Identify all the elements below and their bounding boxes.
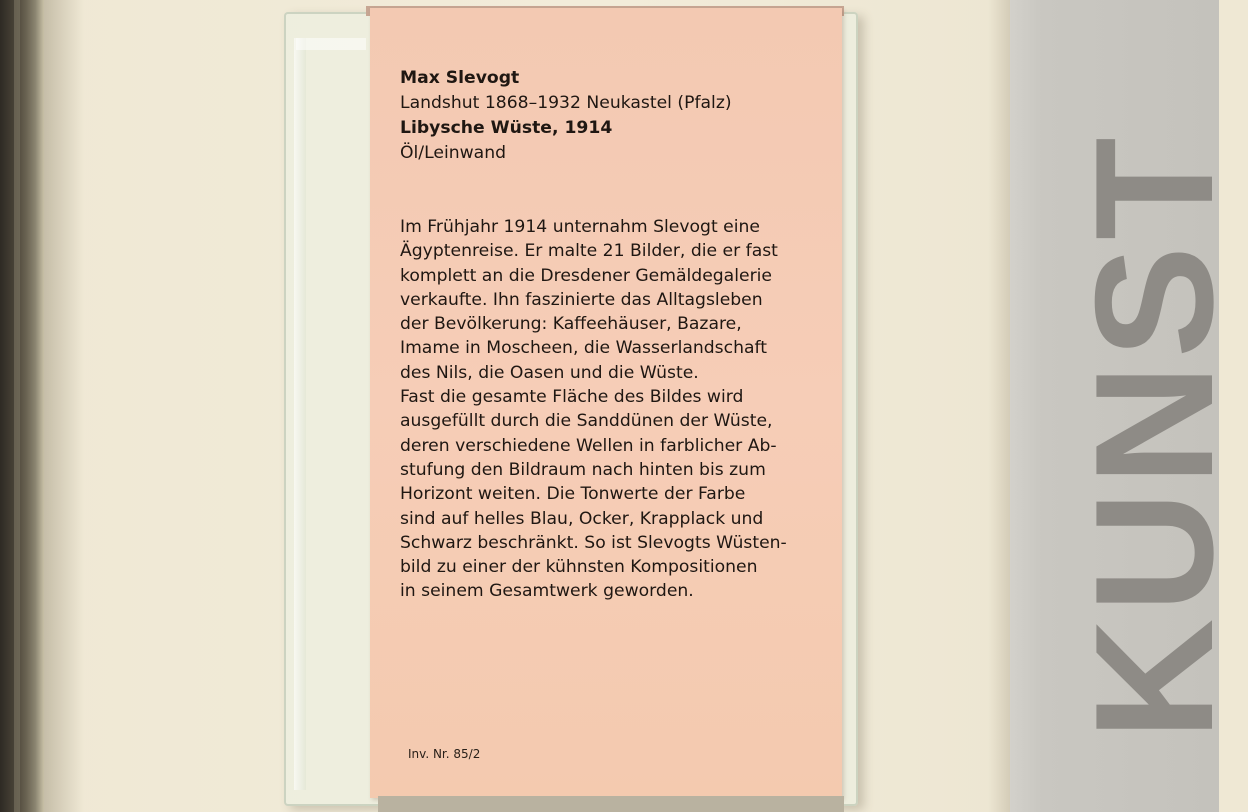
description-line: Horizont weiten. Die Tonwerte der Farbe [400, 484, 746, 505]
description-line: Schwarz beschränkt. So ist Slevogts Wüsten- [400, 532, 787, 553]
holder-bottom-plate [378, 796, 844, 812]
inventory-number: Inv. Nr. 85/2 [408, 747, 481, 761]
description-line: der Bevölkerung: Kaffeehäuser, Bazare, [400, 314, 742, 335]
artwork-title: Libysche Wüste, 1914 [400, 118, 613, 138]
description-line: des Nils, die Oasen und die Wüste. [400, 362, 699, 383]
acrylic-rim-top [296, 38, 366, 50]
artist-life-dates: Landshut 1868–1932 Neukastel (Pfalz) [400, 93, 732, 113]
description-line: in seinem Gesamtwerk geworden. [400, 581, 694, 602]
banner-text: KUNST [1060, 131, 1248, 740]
painting-frame-inner [14, 0, 20, 812]
description-line: Ägyptenreise. Er malte 21 Bilder, die er fast [400, 241, 778, 262]
description-line: ausgefüllt durch die Sanddünen der Wüste, [400, 411, 773, 432]
banner-shadow [988, 0, 1012, 812]
acrylic-rim [294, 38, 306, 790]
description-line: komplett an die Dresdener Gemäldegalerie [400, 265, 772, 286]
artwork-medium: Öl/Leinwand [400, 143, 507, 163]
artwork-description [400, 215, 830, 604]
description-line: Fast die gesamte Fläche des Bildes wird [400, 387, 744, 408]
description-line: verkaufte. Ihn faszinierte das Alltagsleben [400, 289, 763, 310]
description-line: Im Frühjahr 1914 unternahm Slevogt eine [400, 217, 760, 237]
wall-shadow [44, 0, 84, 812]
description-line: deren verschiedene Wellen in farblicher Ab- [400, 435, 777, 456]
description-line: stufung den Bildraum nach hinten bis zum [400, 459, 766, 480]
description-line: sind auf helles Blau, Ocker, Krapplack und [400, 508, 764, 529]
artist-name: Max Slevogt [400, 68, 520, 88]
description-line: Imame in Moscheen, die Wasserlandschaft [400, 338, 767, 359]
painting-frame-edge [0, 0, 44, 812]
description-line: bild zu einer der kühnsten Kompositionen [400, 557, 758, 578]
